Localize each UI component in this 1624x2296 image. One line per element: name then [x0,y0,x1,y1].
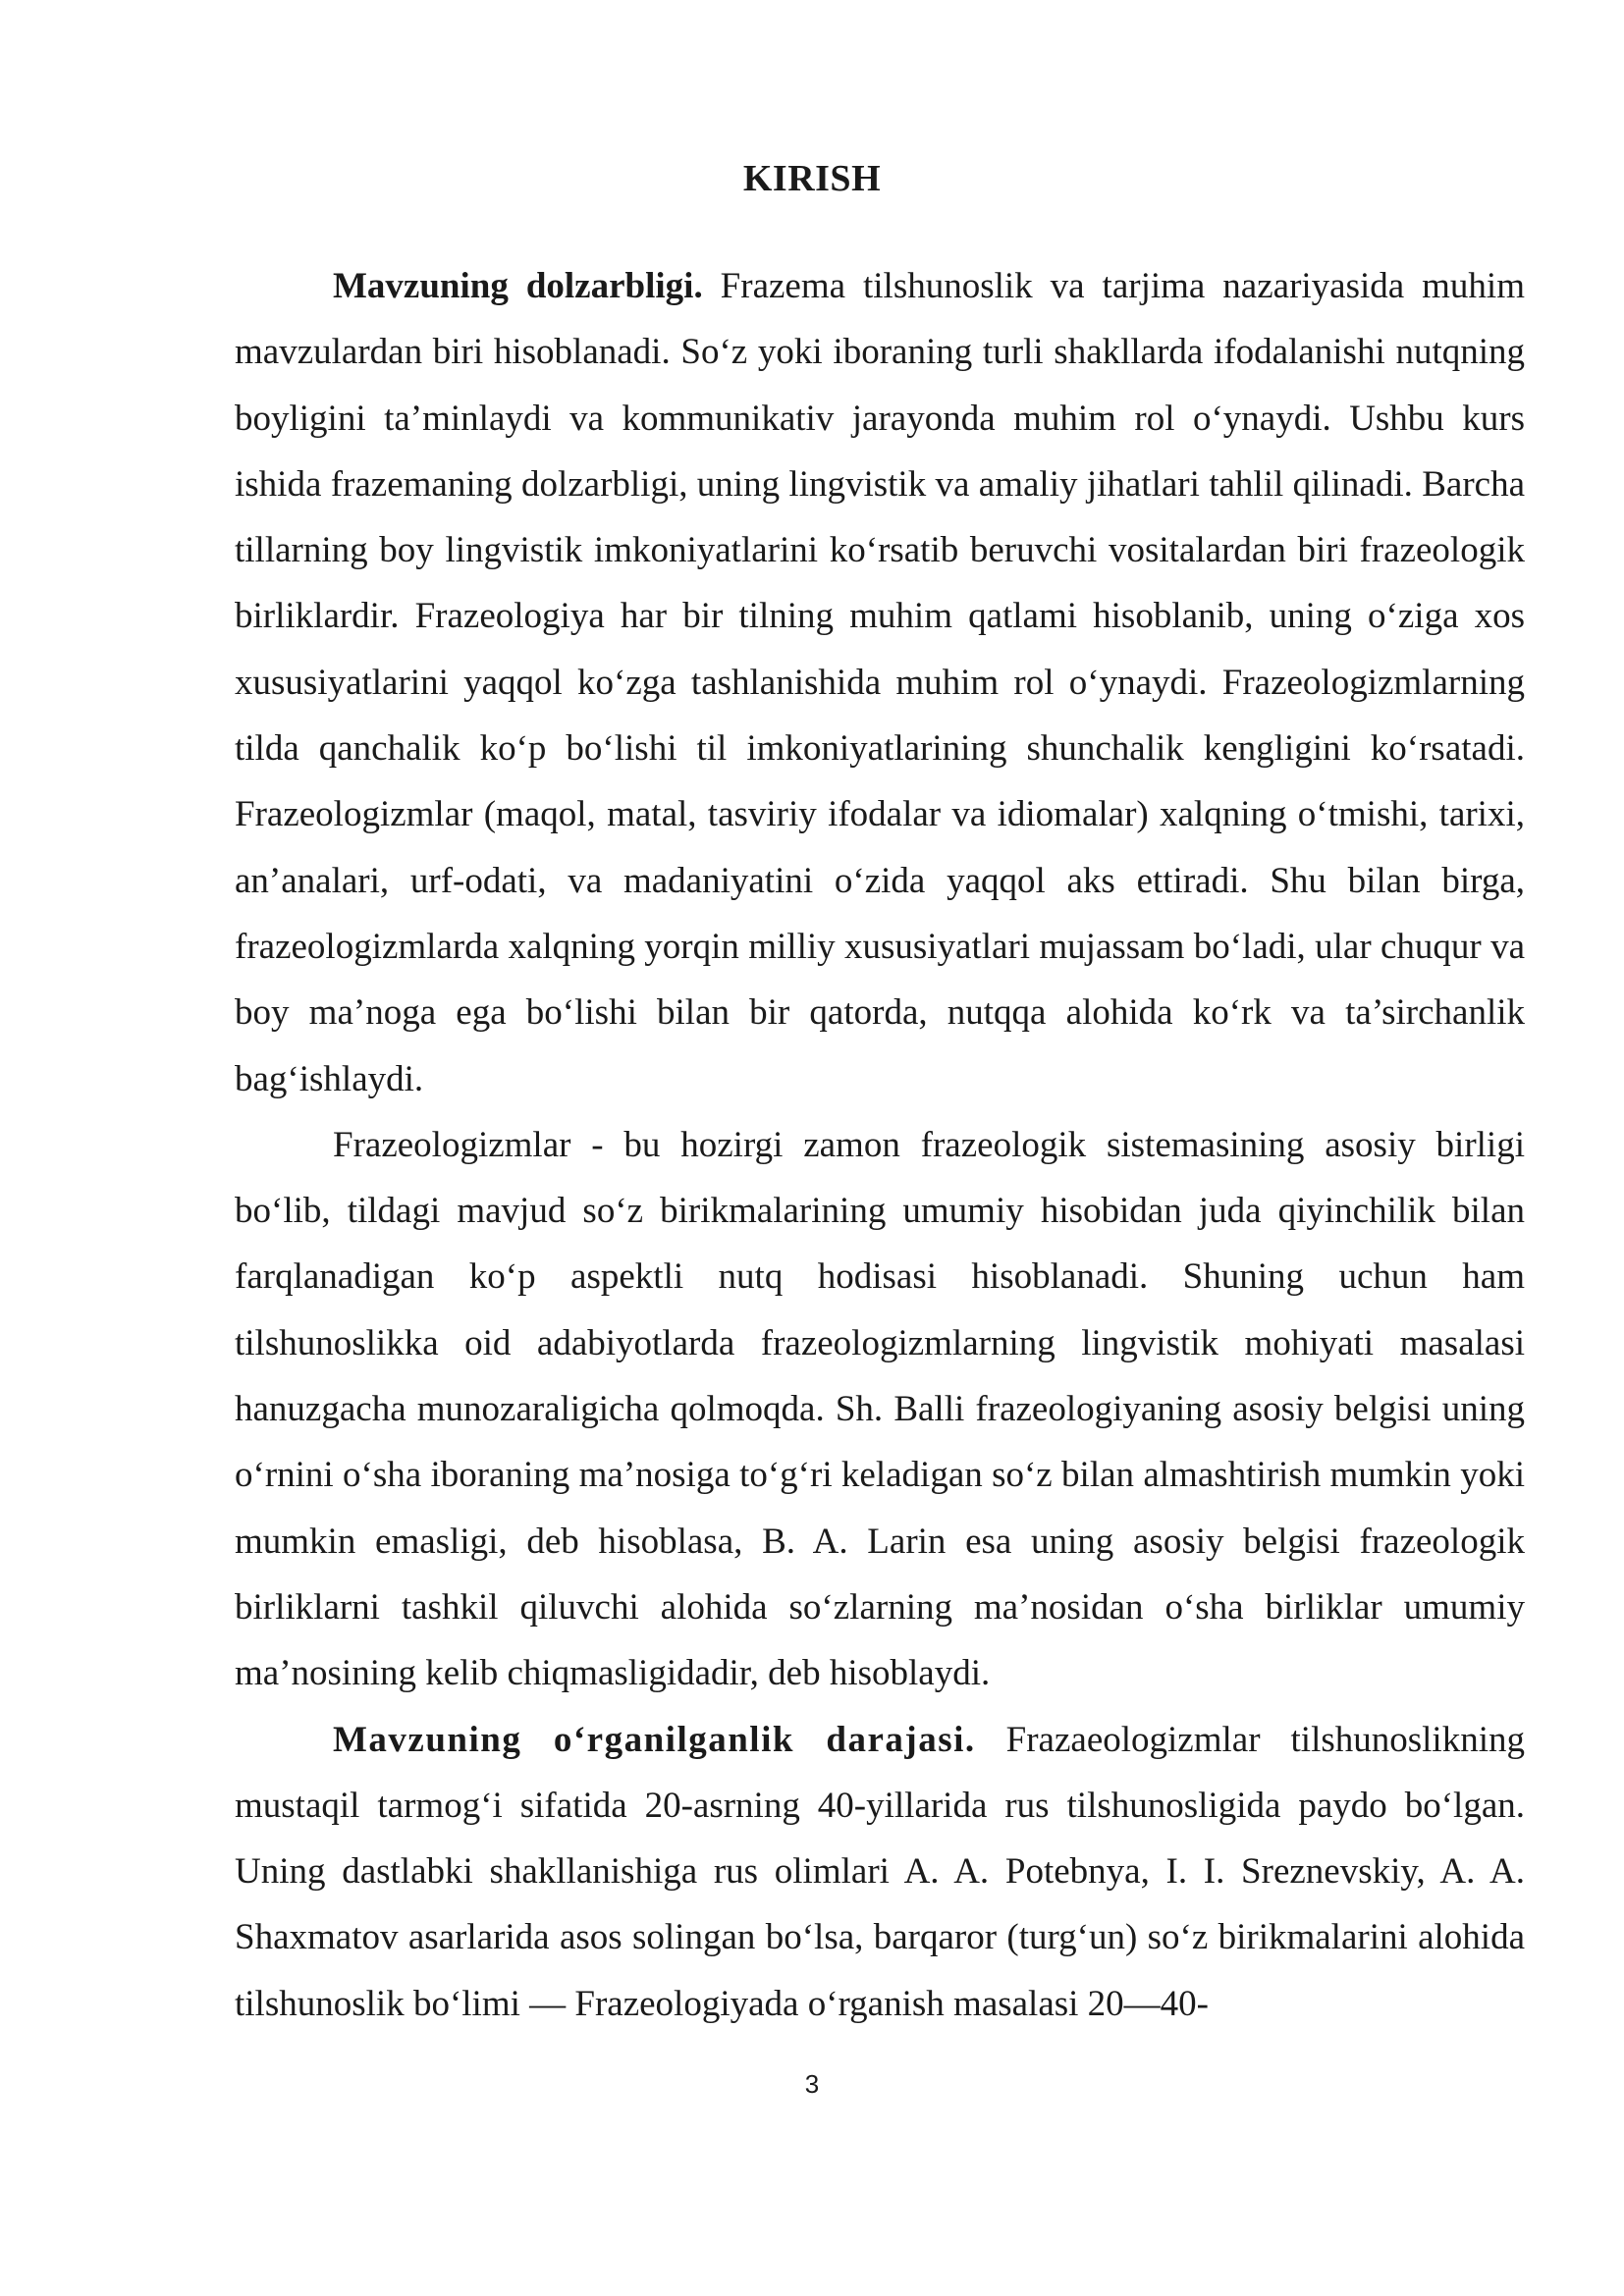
paragraph-text-relevance: Frazema tilshunoslik va tarjima nazariyasida muhim mavzulardan biri hisoblanadi. So‘z yoki iboraning turli shakllarda ifodalanishi nutqning boyligini ta’minlaydi va kommunikativ jarayonda muhim rol o‘ynaydi. Ushbu kurs ishida frazemaning dolzarbligi, uning lingvistik va amaliy jihatlari tahlil qilinadi. Barcha tillarning boy lingvistik imkoniyatlarini ko‘rsatib beruvchi vositalardan biri frazeologik birliklardir. Frazeologiya har bir tilning muhim qatlami hisoblanib, uning o‘ziga xos xususiyatlarini yaqqol ko‘zga tashlanishida muhim rol o‘ynaydi. Frazeologizmlarning tilda qanchalik ko‘p bo‘lishi til imkoniyatlarining shunchalik kengligini ko‘rsatadi. Frazeologizmlar (maqol, matal, tasviriy ifodalar va idiomalar) xalqning o‘tmishi, tarixi, an’analari, urf-odati, va madaniyatini o‘zida yaqqol aks ettiradi. Shu bilan birga, frazeologizmlarda xalqning yorqin milliy xususiyatlari mujassam bo‘ladi, ular chuqur va boy ma’noga ega bo‘lishi bilan bir qatorda, nutqqa alohida ko‘rk va ta’sirchanlik bag‘ishlaydi. [235,266,1525,1099]
paragraph-lead-research-level: Mavzuning o‘rganilganlik darajasi. [333,1719,976,1760]
section-heading: KIRISH [742,158,882,199]
paragraph-research-level [235,1707,1525,2037]
body-text [235,253,1525,2037]
paragraph-text-research-level: Frazaeologizmlar tilshunoslikning mustaqil tarmog‘i sifatida 20-asrning 40-yillarida rus tilshunosligida paydo bo‘lgan. Uning dastlabki shakllanishiga rus olimlari A. A. Potebnya, I. I. Sreznevskiy, A. A. Shaxmatov asarlarida asos solingan bo‘lsa, barqaror (turg‘un) so‘z birikmalarini alohida tilshunoslik bo‘limi — Frazeologiyada o‘rganish masalasi 20—40- [235,1719,1525,2024]
paragraph-phraseologisms [235,1112,1525,1707]
paragraph-relevance [235,253,1525,1112]
paragraph-text-phraseologisms: Frazeologizmlar - bu hozirgi zamon frazeologik sistemasining asosiy birligi bo‘lib, tildagi mavjud so‘z birikmalarining umumiy hisobidan juda qiyinchilik bilan farqlanadigan ko‘p aspektli nutq hodisasi hisoblanadi. Shuning uchun ham tilshunoslikka oid adabiyotlarda frazeologizmlarning lingvistik mohiyati masalasi hanuzgacha munozaraligicha qolmoqda. Sh. Balli frazeologiyaning asosiy belgisi uning o‘rnini o‘sha iboraning ma’nosiga to‘g‘ri keladigan so‘z bilan almashtirish mumkin yoki mumkin emasligi, deb hisoblasa, B. A. Larin esa uning asosiy belgisi frazeologik birliklarni tashkil qiluvchi alohida so‘zlarning ma’nosidan o‘sha birliklar umumiy ma’nosining kelib chiqmasligidadir, deb hisoblaydi. [235,1124,1525,1694]
paragraph-lead-relevance: Mavzuning dolzarbligi. [333,266,703,306]
page-number: 3 [804,2069,820,2099]
